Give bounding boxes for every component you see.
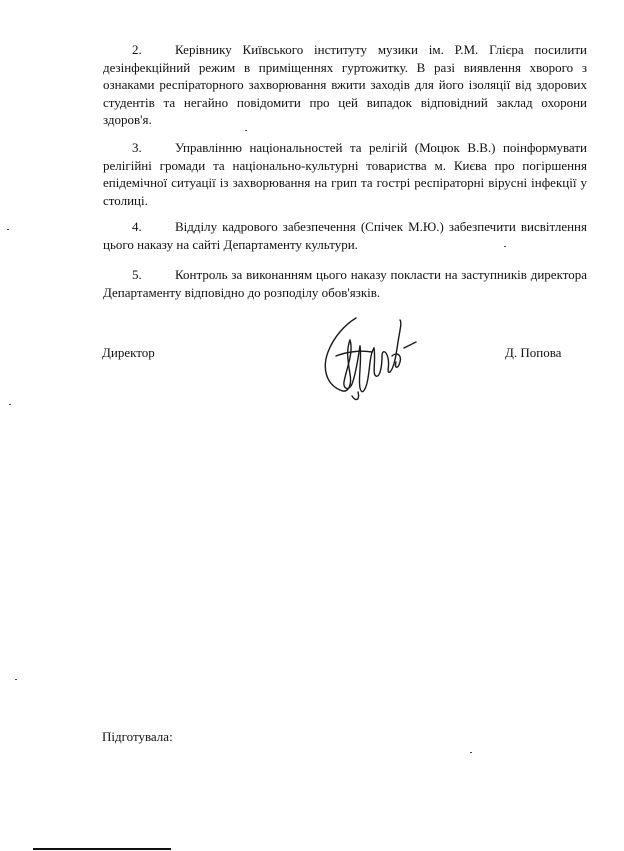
paragraph-number: 5.	[132, 267, 142, 282]
paragraph-2	[103, 41, 587, 129]
prepared-by-label: Підготувала:	[102, 729, 173, 744]
bottom-rule	[33, 848, 171, 850]
scan-speck	[470, 752, 472, 753]
paragraph-5	[103, 266, 587, 301]
scan-speck	[7, 229, 9, 230]
director-title: Директор	[102, 345, 155, 360]
paragraph-text: Керівнику Київського інституту музики ім. Р.М. Глієра посилити дезінфекційний режим в приміщеннях гуртожитку. В разі виявлення хворого з ознаками респіраторного захворювання вжити заходів для його ізоляції від здорових студентів та негайно повідомити про цей випадок відповідний заклад охорони здоров'я.	[103, 42, 587, 128]
scan-speck	[9, 404, 11, 405]
handwritten-signature	[316, 312, 422, 404]
director-name: Д. Попова	[505, 345, 562, 360]
paragraph-text: Контроль за виконанням цього наказу покласти на заступників директора Департаменту відповідно до розподілу обов'язків.	[103, 267, 587, 300]
paragraph-4	[103, 218, 587, 253]
paragraph-text: Управлінню національностей та релігій (Моцюк В.В.) поінформувати релігійні громади та національно-культурні товариства м. Києва про погіршення епідемічної ситуації із захворювання на грип та гострі респіраторні вірусні інфекції у столиці.	[103, 140, 587, 208]
paragraph-3	[103, 139, 587, 209]
scan-speck	[245, 130, 247, 131]
scan-speck	[504, 246, 506, 247]
paragraph-number: 2.	[132, 42, 142, 57]
paragraph-text: Відділу кадрового забезпечення (Спічек М.Ю.) забезпечити висвітлення цього наказу на сайті Департаменту культури.	[103, 219, 587, 252]
scan-speck	[15, 679, 17, 680]
paragraph-number: 3.	[132, 140, 142, 155]
paragraph-number: 4.	[132, 219, 142, 234]
